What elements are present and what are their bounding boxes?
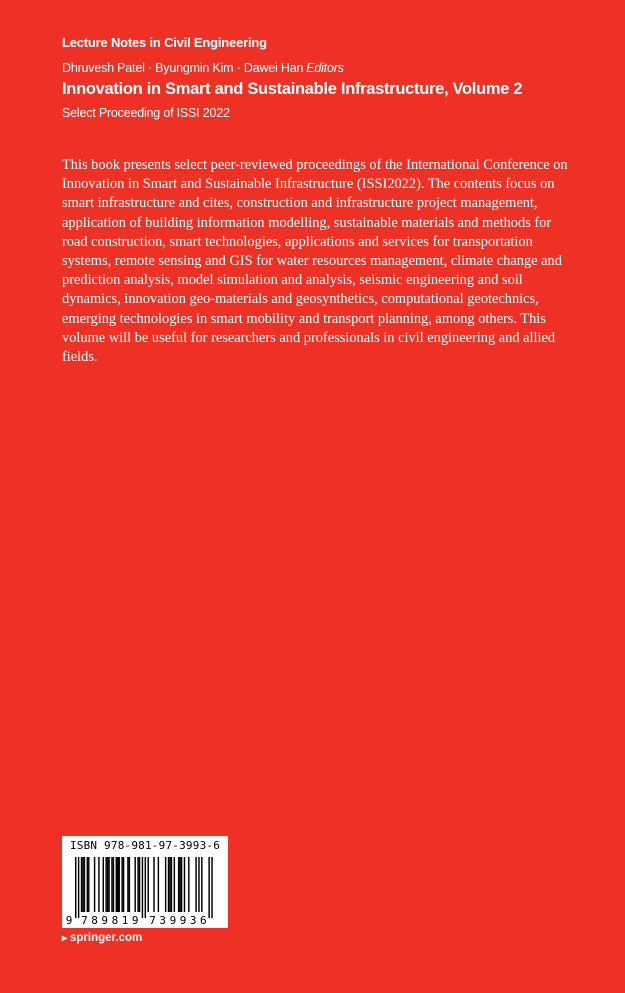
isbn-barcode [62,836,228,928]
barcode-bar [87,857,88,912]
barcode-bar [178,857,179,912]
editors-line [62,61,344,75]
barcode-digit: 9 [65,914,73,927]
barcode-bar [165,857,166,912]
barcode-bar [116,857,117,912]
barcode-bar [198,857,199,912]
barcode-digit: 8 [111,914,119,927]
series-title: Lecture Notes in Civil Engineering [62,35,267,50]
barcode-bar [129,857,130,912]
barcode-bar [88,857,89,912]
barcode-bar [158,857,159,912]
barcode-bar [98,857,99,912]
book-subtitle: Select Proceeding of ISSI 2022 [62,106,230,120]
barcode-bar [94,857,95,912]
barcode-digit: 3 [159,914,167,927]
arrow-icon: ▸ [62,933,68,944]
barcode-bar [211,857,212,918]
barcode-bar [107,857,108,912]
barcode-bar [201,857,202,912]
isbn-label: ISBN 978-981-97-3993-6 [69,839,221,852]
barcode-digit: 9 [179,914,187,927]
barcode-bar [148,857,149,912]
barcode-digit: 1 [121,914,129,927]
barcode-digit: 6 [200,914,207,927]
barcode-graphic [62,855,228,928]
barcode-digit: 9 [169,914,177,927]
barcode-bar [174,857,175,912]
barcode-bar [127,857,128,912]
barcode-bar [184,857,185,912]
book-title: Innovation in Smart and Sustainable Infrastructure, Volume 2 [62,80,523,98]
barcode-bar [75,857,76,918]
barcode-bar [208,857,209,918]
barcode-bar [188,857,189,912]
barcode-digit: 7 [149,914,156,927]
barcode-bar [179,857,180,912]
editors-role: Editors [306,61,344,75]
barcode-bar [105,857,106,912]
barcode-digit: 7 [81,914,88,927]
barcode-bar [82,857,83,912]
barcode-digit: 8 [91,914,98,927]
barcode-bar [117,857,118,912]
barcode-bar [145,857,146,918]
barcode-bar [81,857,82,912]
barcode-digit: 3 [189,914,197,927]
barcode-bar [113,857,114,912]
barcode-bar [153,857,154,912]
barcode-bar [121,857,122,912]
barcode-bar [169,857,170,912]
barcode-bar [108,857,109,912]
barcode-bar [123,857,124,912]
barcode-bar [111,857,112,912]
barcode-digit: 9 [101,914,109,927]
barcode-bar [137,857,138,912]
barcode-bar [103,857,104,912]
barcode-bar [139,857,140,912]
barcode-bar [195,857,196,912]
barcode-bar [142,857,143,918]
barcode-digit: 9 [131,914,139,927]
barcode-bar [168,857,169,912]
barcode-bar [171,857,172,912]
publisher-url: springer.com [70,932,143,944]
barcode-bar [78,857,79,918]
barcode-bar [119,857,120,912]
barcode-bar [134,857,135,912]
barcode-bar [84,857,85,912]
editor-names: Dhruvesh Patel · Byungmin Kim · Dawei Han [62,61,304,75]
barcode-bar [181,857,182,912]
book-description: This book presents select peer-reviewed proceedings of the International Conference on Innovation in Smart and Sustainable Infrastructure (ISSI2022). The contents focus on smart infrastructure and cites, construction and infrastructure project management, application of building information modelling, sustainable materials and methods for road construction, smart technologies, applications and services for transportation systems, remote sensing and GIS for water resources management, climate change and prediction analysis, model simulation and analysis, seismic engineering and soil dynamics, innovation geo-materials and geosynthetics, computational geotechnics, emerging technologies in smart mobility and transport planning, among others. This volume will be useful for researchers and professionals in civil engineering and allied fields. [62,157,568,366]
publisher-link[interactable] [62,932,142,944]
